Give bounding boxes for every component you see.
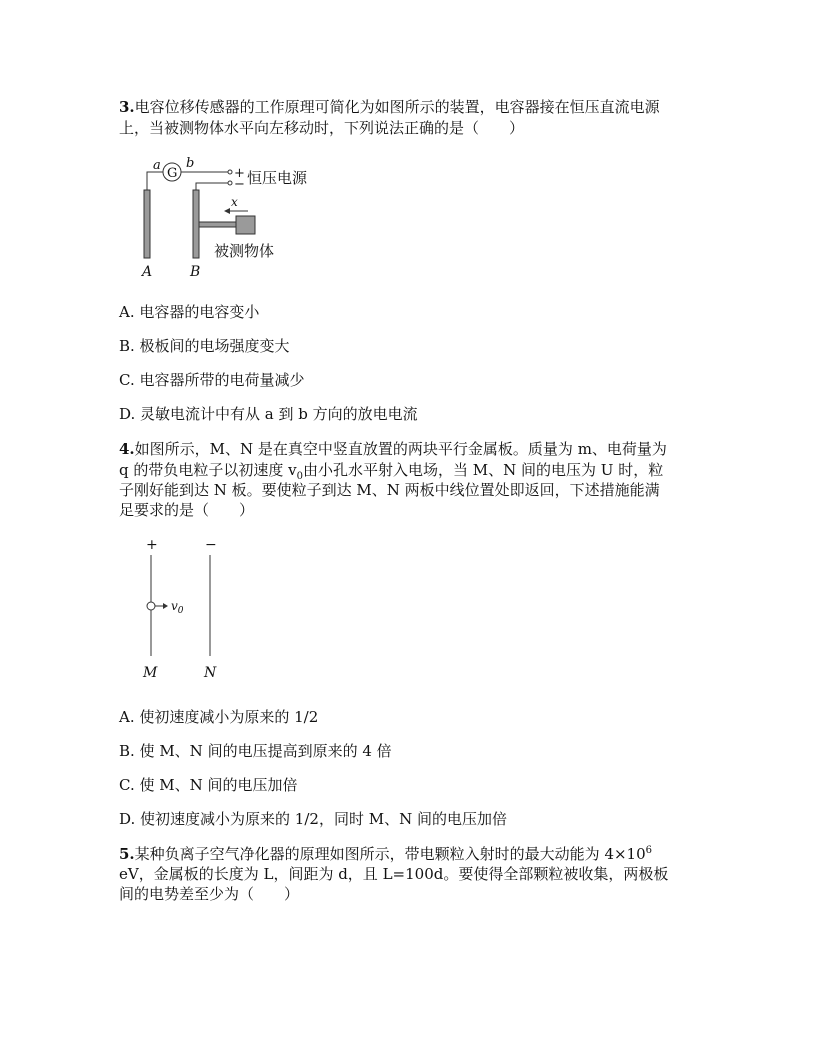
q4-option-b: B. 使 M、N 间的电压提高到原来的 4 倍	[119, 742, 392, 760]
terminal-plus	[228, 170, 232, 174]
measured-object	[236, 216, 255, 234]
source-minus-sign: −	[234, 177, 245, 192]
q4-line2-sub: 0	[296, 471, 303, 482]
plate-b-label: B	[190, 264, 201, 280]
wire-b	[196, 183, 228, 190]
q3-option-d: D. 灵敏电流计中有从 a 到 b 方向的放电电流	[119, 405, 418, 423]
q4-plates-figure	[135, 533, 235, 683]
plate-b	[193, 190, 199, 258]
q3-capacitor-figure	[130, 155, 330, 285]
q3-option-c: C. 电容器所带的电荷量减少	[119, 371, 305, 389]
minus-sign: −	[205, 537, 217, 553]
q4-number: 4.	[119, 440, 135, 458]
q5-stem-line3: 间的电势差至少为（ ）	[119, 885, 300, 903]
plate-a-label: A	[142, 264, 153, 280]
source-plus-sign: +	[234, 166, 245, 181]
galvanometer-label: G	[167, 166, 178, 181]
q3-option-b: B. 极板间的电场强度变大	[119, 337, 290, 355]
x-label: x	[231, 195, 238, 209]
label-b: b	[186, 156, 195, 171]
q5-stem-line1	[119, 844, 652, 864]
velocity-label: $v_0$	[171, 599, 184, 616]
q3-number: 3.	[119, 98, 135, 116]
terminal-minus	[228, 181, 232, 185]
q4-line1-text: 如图所示，M、N 是在真空中竖直放置的两块平行金属板。质量为 m、电荷量为	[134, 440, 667, 458]
plus-sign: +	[146, 537, 158, 553]
q3-stem-line1	[119, 97, 660, 117]
q4-option-d: D. 使初速度减小为原来的 1/2，同时 M、N 间的电压加倍	[119, 810, 507, 828]
q5-stem-line2: eV，金属板的长度为 L，间距为 d，且 L=100d。要使得全部颗粒被收集，两极板	[119, 865, 669, 883]
source-label: 恒压电源	[247, 169, 308, 187]
object-label: 被测物体	[214, 242, 275, 260]
q5-line1-pre: 某种负离子空气净化器的原理如图所示，带电颗粒入射时的最大动能为 4×10	[134, 845, 646, 863]
q4-option-a: A. 使初速度减小为原来的 1/2	[119, 708, 319, 726]
q4-stem-line1	[119, 439, 667, 459]
q3-stem-line2: 上，当被测物体水平向左移动时，下列说法正确的是（ ）	[119, 119, 525, 137]
q4-option-c: C. 使 M、N 间的电压加倍	[119, 776, 298, 794]
q5-line1-sup: 6	[645, 845, 653, 856]
q4-line2-pre: q 的带负电粒子以初速度 v	[119, 461, 297, 479]
q5-number: 5.	[119, 845, 135, 863]
q4-stem-line3: 子刚好能到达 N 板。要使粒子到达 M、N 两板中线位置处即返回，下述措施能满	[119, 481, 660, 499]
q3-option-a: A. 电容器的电容变小	[119, 303, 260, 321]
q3-line1-text: 电容位移传感器的工作原理可简化为如图所示的装置，电容器接在恒压直流电源	[134, 98, 660, 116]
q4-stem-line4: 足要求的是（ ）	[119, 501, 255, 519]
plate-n-label: N	[204, 665, 217, 681]
x-arrow-head	[224, 208, 230, 214]
plate-m-label: M	[143, 665, 158, 681]
wire-a	[147, 172, 163, 190]
velocity-arrow-head	[163, 603, 168, 609]
connecting-rod	[199, 222, 236, 227]
particle-hole	[147, 602, 155, 610]
q4-line2-post: 由小孔水平射入电场，当 M、N 间的电压为 U 时，粒	[303, 461, 664, 479]
label-a: a	[153, 158, 161, 173]
q4-stem-line2	[119, 460, 663, 480]
plate-a	[144, 190, 150, 258]
